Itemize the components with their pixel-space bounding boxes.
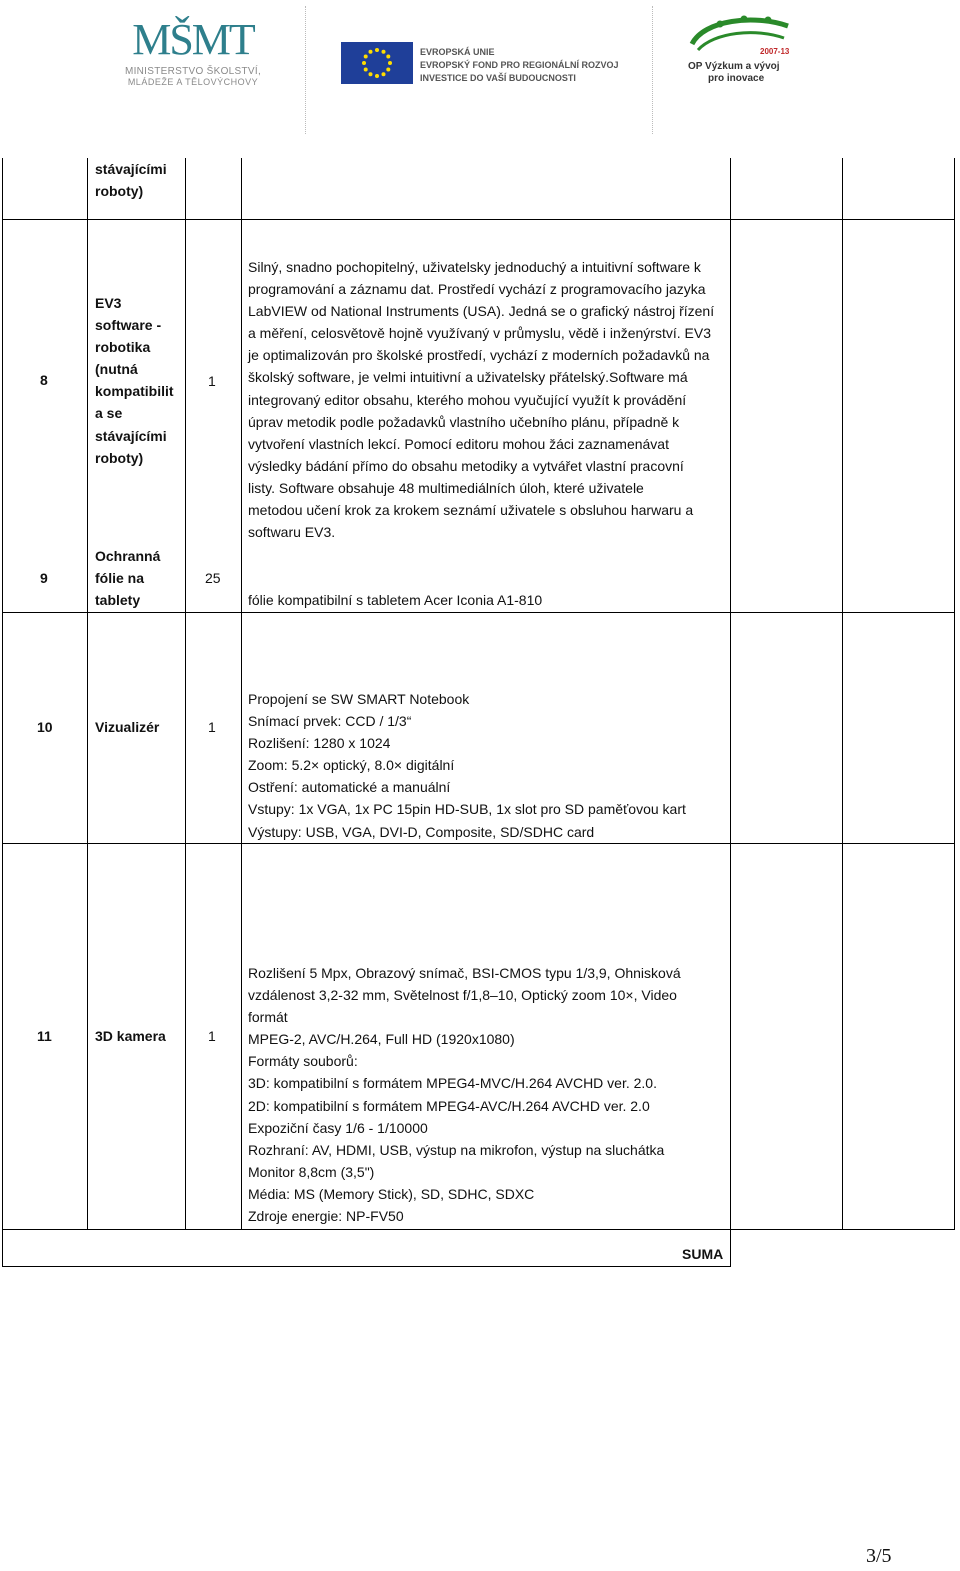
row-11-description: Rozlišení 5 Mpx, Obrazový snímač, BSI-CMOS typu 1/3,9, Ohnisková vzdálenost 3,2-32 mm, Světelnost f/1,8–10, Optický zoom 10×, Video formát MPEG-2, AVC/H.264, Full HD (1920x1080) Formáty souborů: 3D: kompatibilní s formátem MPEG4-MVC/H.264 AVCHD ver. 2.0. 2D: kompatibilní s formátem MPEG4-AVC/H.264 AVCHD ver. 2.0 Expoziční časy 1/6 - 1/10000 Rozhraní: AV, HDMI, USB, výstup na mikrofon, výstup na sluchátka Monitor 8,8cm (3,5") Média: MS (Memory Stick), SD, SDHC, SDXC Zdroje energie: NP-FV50 xyxy=(248,965,681,1225)
header-divider-1 xyxy=(305,6,306,134)
row-10-name: Vizualizér xyxy=(95,719,160,735)
row-11-number: 11 xyxy=(37,1028,52,1044)
svg-text:MŠMT: MŠMT xyxy=(132,15,254,64)
continuation-name: stávajícími roboty) xyxy=(95,161,167,200)
eu-logo xyxy=(341,42,641,86)
row-9-name: Ochranná fólie na tablety xyxy=(95,548,161,609)
row-10-quantity: 1 xyxy=(208,719,216,735)
svg-text:2007-13: 2007-13 xyxy=(760,47,790,56)
row-10-number: 10 xyxy=(37,719,53,735)
eu-flag-icon xyxy=(341,42,413,84)
row-8-name: EV3 software - robotika (nutná kompatibilit a se stávajícími roboty) xyxy=(95,295,174,466)
eu-line3: INVESTICE DO VAŠÍ BUDOUCNOSTI xyxy=(420,73,576,83)
msmt-line2: MLÁDEŽE A TĚLOVÝCHOVY xyxy=(127,77,259,87)
op-vyzkum-logo xyxy=(684,14,804,88)
page-number: 3/5 xyxy=(866,1545,892,1567)
header-divider-2 xyxy=(652,6,653,134)
op-line1: OP Výzkum a vývoj xyxy=(688,61,780,72)
row-8-quantity: 1 xyxy=(208,373,216,389)
row-11-name: 3D kamera xyxy=(95,1028,166,1044)
row-9-description: fólie kompatibilní s tabletem Acer Iconia A1-810 xyxy=(248,592,543,608)
row-9-number: 9 xyxy=(40,570,48,586)
op-vyzkum-swoosh-icon xyxy=(684,14,804,58)
msmt-emblem-icon xyxy=(108,14,278,64)
row-11-quantity: 1 xyxy=(208,1028,216,1044)
row-10-description: Propojení se SW SMART Notebook Snímací prvek: CCD / 1/3“ Rozlišení: 1280 x 1024 Zoom: 5.2× optický, 8.0× digitální Ostření: automatické a manuální Vstupy: 1x VGA, 1x PC 15pin HD-SUB, 1x slot pro SD paměťovou kart Výstupy: USB, VGA, DVI-D, Composite, SD/SDHC card xyxy=(248,691,686,840)
eu-line1: EVROPSKÁ UNIE xyxy=(420,47,495,57)
row-8-number: 8 xyxy=(40,372,48,388)
op-line2: pro inovace xyxy=(708,73,765,84)
eu-line2: EVROPSKÝ FOND PRO REGIONÁLNÍ ROZVOJ xyxy=(420,60,619,70)
suma-label: SUMA xyxy=(682,1246,724,1262)
row-8-description: Silný, snadno pochopitelný, uživatelsky jednoduchý a intuitivní software k programování a záznamu dat. Prostředí vychází z programovacího jazyka LabVIEW od National Instruments (USA). Jedná se o grafický nástroj řízení a měření, celosvětově hojně využívaný v průmyslu, vědě i inženýrství. EV3 je optimalizován pro školské prostředí, vychází z moderních požadavků na školský software, je velmi intuitivní a uživatelsky přátelský.Software má integrovaný editor obsahu, kterého mohou vyučující využít k provádění úprav metodik podle požadavků vlastního učebního plánu, případně k vytvoření vlastních lekcí. Pomocí editoru mohou žáci zaznamenávat výsledky bádání přímo do obsahu metodiky a vytvářet vlastní pracovní listy. Software obsahuje 48 multimediálních úloh, které uživatele metodou učení krok za krokem seznámí uživatele s obsluhou harwaru a softwaru EV3. xyxy=(248,259,715,541)
msmt-logo xyxy=(108,14,278,86)
msmt-line1: MINISTERSTVO ŠKOLSTVÍ, xyxy=(124,66,262,77)
row-9-quantity: 25 xyxy=(205,570,221,586)
